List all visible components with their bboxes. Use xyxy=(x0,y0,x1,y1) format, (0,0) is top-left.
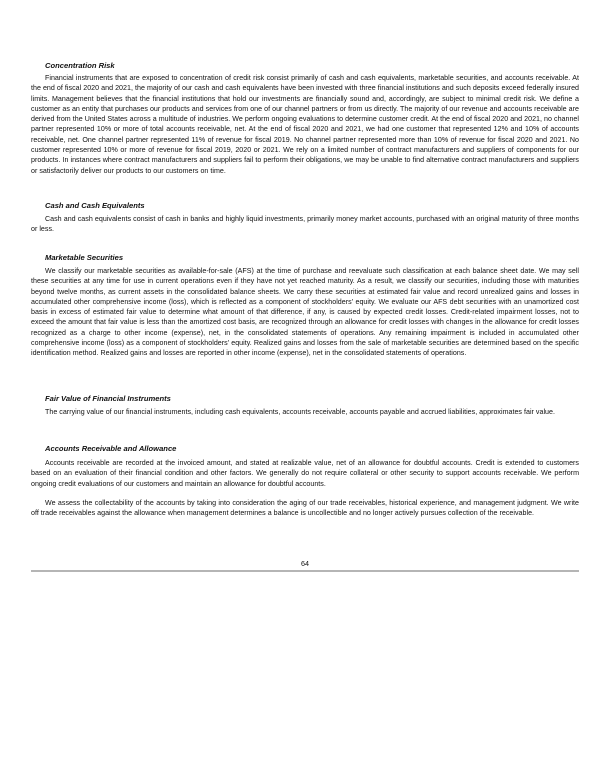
section-heading-fair-value: Fair Value of Financial Instruments xyxy=(45,394,171,403)
section-heading-concentration-risk: Concentration Risk xyxy=(45,61,115,70)
section-heading-marketable-securities: Marketable Securities xyxy=(45,253,124,262)
page-number: 64 xyxy=(301,559,309,568)
section-heading-cash-equivalents: Cash and Cash Equivalents xyxy=(45,201,145,210)
paragraph-cash-equivalents: Cash and cash equivalents consist of cash in banks and highly liquid investments, primarily money market accounts, purchased with an original maturity of three months or less. xyxy=(31,215,579,234)
paragraph-concentration-risk: Financial instruments that are exposed to concentration of credit risk consist primarily of cash and cash equivalents, marketable securities, and accounts receivable. At the end of fiscal 2020 and 2021, the majority of our cash and cash equivalents have been invested with three financial institutions and such deposits exceed federally insured limits. Management believes that the financial institutions that hold our investments are financially sound and, accordingly, are subject to minimal credit risk. We define a customer as an entity that purchases our products and services from one of our channel partners or from us directly. The majority of our revenue and accounts receivable are derived from the United States across a multitude of industries. We perform ongoing evaluations to determine customer credit. At the end of fiscal 2020 and 2021, no channel partner represented 10% or more of total accounts receivable, net. At the end of fiscal 2020 and 2021, we had one customer that represented 12% and 10% of accounts receivable, net. One channel partner represented 11% of revenue for fiscal 2019. No channel partner represented more than 10% of revenue for fiscal 2020 and 2021. No customer represented 10% or more of revenue for fiscal 2019, 2020 or 2021. We rely on a limited number of contract manufacturers and suppliers of components for our products. In instances where contract manufacturers and suppliers fail to perform their obligations, we may be unable to find alternative contract manufacturers and suppliers or satisfactorily deliver our products to our customers on time. xyxy=(31,74,579,175)
page-divider xyxy=(31,570,579,572)
section-heading-accounts-receivable: Accounts Receivable and Allowance xyxy=(45,444,177,453)
paragraph-fair-value: The carrying value of our financial instruments, including cash equivalents, accounts receivable, accounts payable and accrued liabilities, approximates fair value. xyxy=(45,408,555,416)
paragraph-accounts-receivable-1: Accounts receivable are recorded at the invoiced amount, and stated at realizable value, net of an allowance for doubtful accounts. Credit is extended to customers based on an evaluation of their financial condition and other factors. We generally do not require collateral or other security to support accounts receivable. We perform ongoing credit evaluations of our customers and maintain an allowance for doubtful accounts. xyxy=(31,459,579,488)
paragraph-marketable-securities: We classify our marketable securities as available-for-sale (AFS) at the time of purchase and reevaluate such classification at each balance sheet date. We may sell these securities at any time for use in current operations even if they have not yet reached maturity. As a result, we classify our securities, including those with maturities beyond twelve months, as current assets in the consolidated balance sheets. We carry these securities at estimated fair value and record unrealized gains and losses in accumulated other comprehensive income (loss), which is reflected as a component of stockholders' equity. We evaluate our AFS debt securities with an unamortized cost basis in excess of estimated fair value to determine what amount of that difference, if any, is caused by expected credit losses. Credit-related impairment losses, not to exceed the amount that fair value is less than the amortized cost basis, are recognized through an allowance for credit losses with changes in the allowance for credit losses recognized as a charge to other income (expense), net, in the consolidated statements of operations. Any remaining impairment is included in accumulated other comprehensive income (loss) as a component of stockholders' equity. Realized gains and losses from the sale of marketable securities are determined based on the specific identification method. Realized gains and losses are reported in other income (expense), net in the consolidated statements of operations. xyxy=(31,267,579,358)
paragraph-accounts-receivable-2: We assess the collectability of the accounts by taking into consideration the aging of our trade receivables, historical experience, and management judgment. We write off trade receivables against the allowance when management determines a balance is uncollectible and no longer actively pursues collection of the receivable. xyxy=(31,499,579,518)
